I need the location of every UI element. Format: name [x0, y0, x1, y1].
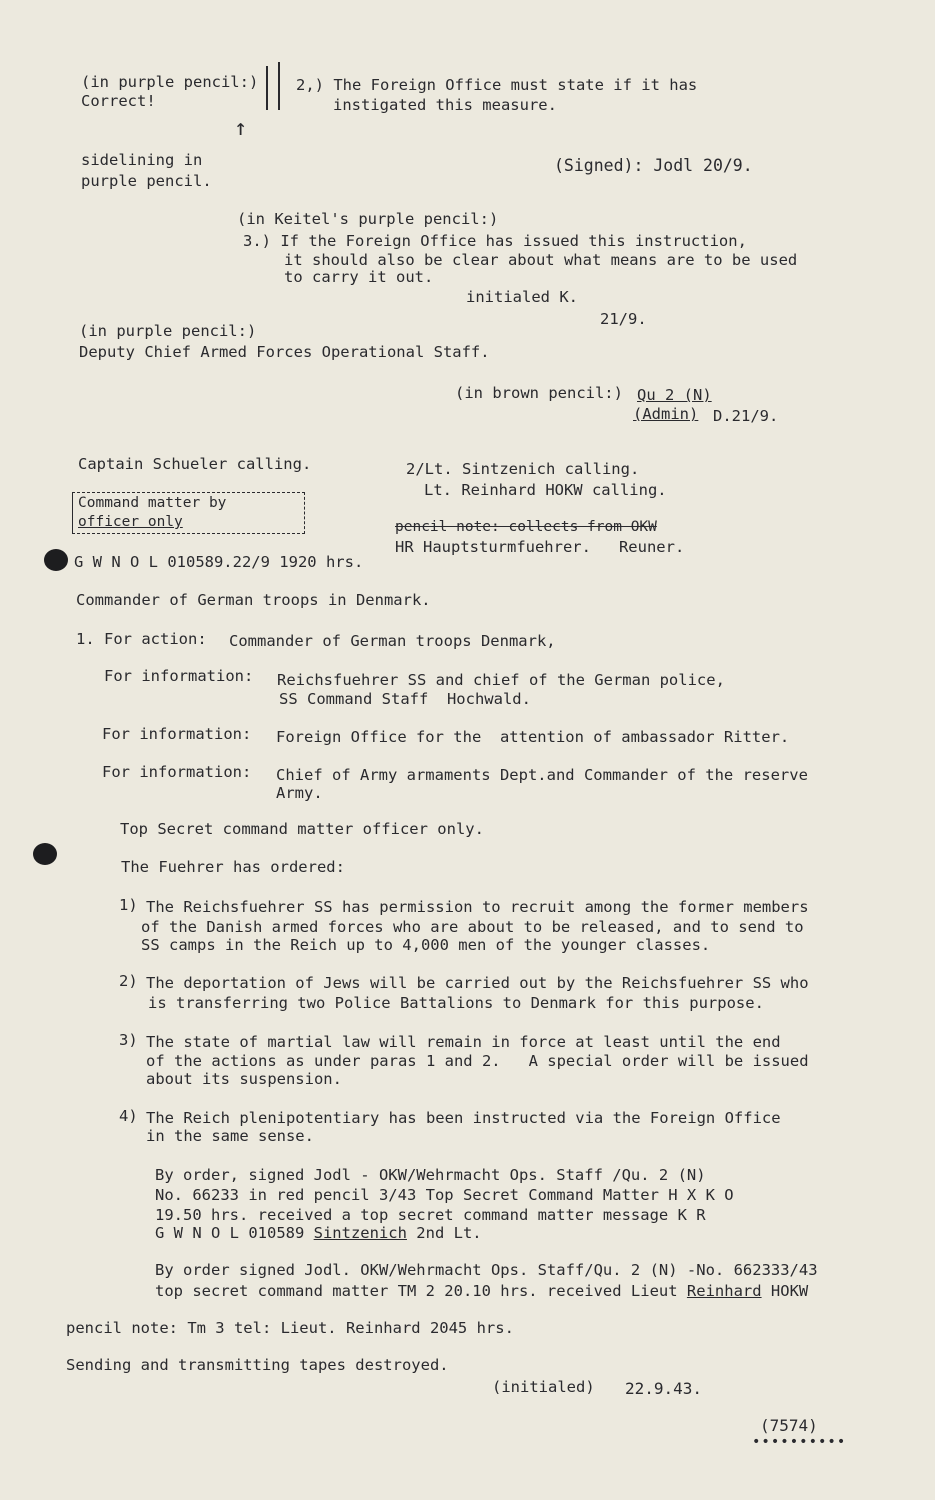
commander-denmark: Commander of German troops in Denmark.	[76, 591, 431, 609]
ink-blot-1	[44, 549, 68, 571]
signature-jodl: (Signed): Jodl 20/9.	[554, 156, 753, 175]
date-d21-9: D.21/9.	[713, 407, 779, 425]
page-number: (7574)	[760, 1416, 818, 1435]
admin-note: (Admin)	[633, 405, 699, 423]
paragraph-2-line-2: instigated this measure.	[333, 96, 557, 114]
for-action-label: 1. For action:	[76, 630, 207, 648]
paragraph-3-line-3: to carry it out.	[284, 268, 434, 286]
gwnol-ref: G W N O L 010589	[155, 1224, 314, 1242]
fuehrer-ordered: The Fuehrer has ordered:	[121, 858, 345, 876]
deputy-chief-line: Deputy Chief Armed Forces Operational Staff.	[79, 343, 490, 361]
for-action-value: Commander of German troops Denmark,	[229, 632, 556, 650]
paragraph-3-line-2: it should also be clear about what means are to be used	[284, 251, 798, 269]
correct-note: Correct!	[81, 92, 156, 110]
initialed-label: (initialed)	[492, 1378, 595, 1396]
order-1-line-1: The Reichsfuehrer SS has permission to recruit among the former members	[146, 898, 809, 916]
pencil-note-tel: pencil note: Tm 3 tel: Lieut. Reinhard 2045 hrs.	[66, 1319, 514, 1337]
order-2-line-1: The deportation of Jews will be carried out by the Reichsfuehrer SS who	[146, 974, 809, 992]
captain-calling: Captain Schueler calling.	[78, 455, 312, 473]
order-1-line-2: of the Danish armed forces who are about to be released, and to send to	[141, 918, 804, 936]
sintzenich-name: Sintzenich	[313, 1224, 407, 1242]
by-order-2-line-1: By order signed Jodl. OKW/Wehrmacht Ops. Staff/Qu. 2 (N) -No. 662333/43	[155, 1261, 818, 1279]
sideline-mark-1	[266, 66, 268, 110]
hauptsturmfuehrer-line: HR Hauptsturmfuehrer. Reuner.	[395, 538, 685, 556]
order-3-number: 3)	[119, 1031, 138, 1049]
order-2-line-2: is transferring two Police Battalions to Denmark for this purpose.	[148, 994, 764, 1012]
purple-pencil-note: (in purple pencil:)	[81, 73, 259, 91]
by-order-1-line-1: By order, signed Jodl - OKW/Wehrmacht Ops. Staff /Qu. 2 (N)	[155, 1166, 706, 1184]
information-3-line-1: Chief of Army armaments Dept.and Commander of the reserve	[276, 766, 808, 784]
brown-pencil-note: (in brown pencil:)	[455, 384, 623, 402]
page-dots-decoration: ••••••••••	[752, 1434, 847, 1450]
order-3-line-3: about its suspension.	[146, 1070, 342, 1088]
initialed-date: 22.9.43.	[625, 1379, 703, 1398]
order-4-number: 4)	[119, 1107, 138, 1125]
sidelining-note-line-1: sidelining in	[81, 151, 203, 169]
command-matter-line-1: Command matter by	[78, 495, 227, 511]
order-1-line-3: SS camps in the Reich up to 4,000 men of the younger classes.	[141, 936, 711, 954]
by-order-2-line-2	[155, 1282, 808, 1300]
order-3-line-2: of the actions as under paras 1 and 2. A special order will be issued	[146, 1052, 809, 1070]
reinhard-name: Reinhard	[686, 1282, 762, 1300]
purple-pencil-note-2: (in purple pencil:)	[79, 322, 257, 340]
keitel-note: (in Keitel's purple pencil:)	[237, 210, 499, 228]
information-1-line-2: SS Command Staff Hochwald.	[279, 690, 531, 708]
by-order-1-line-2: No. 66233 in red pencil 3/43 Top Secret Command Matter H X K O	[155, 1186, 734, 1204]
for-information-label-3: For information:	[102, 763, 252, 781]
initialed-k: initialed K.	[466, 288, 578, 306]
information-2: Foreign Office for the attention of ambassador Ritter.	[276, 728, 790, 746]
order-4-line-1: The Reich plenipotentiary has been instructed via the Foreign Office	[146, 1109, 781, 1127]
order-1-number: 1)	[119, 896, 138, 914]
by-order-1-line-4	[155, 1224, 482, 1242]
gwnol-line: G W N O L 010589.22/9 1920 hrs.	[74, 553, 364, 571]
second-lt: 2nd Lt.	[406, 1224, 482, 1242]
hokw: HOKW	[761, 1282, 809, 1300]
for-information-label-2: For information:	[102, 725, 252, 743]
ink-blot-2	[33, 843, 57, 865]
for-information-label-1: For information:	[104, 667, 254, 685]
tapes-destroyed: Sending and transmitting tapes destroyed.	[66, 1356, 449, 1374]
by-order-1-line-3: 19.50 hrs. received a top secret command matter message K R	[155, 1206, 706, 1224]
arrow-icon: ↑	[234, 116, 248, 141]
pencil-note-collects: pencil note: collects from OKW	[395, 519, 657, 535]
top-secret-line: Top Secret command matter officer only.	[120, 820, 484, 838]
paragraph-2-line-1: 2,) The Foreign Office must state if it has	[296, 76, 698, 94]
order-2-number: 2)	[119, 972, 138, 990]
received-lieut: top secret command matter TM 2 20.10 hrs. received Lieut	[155, 1282, 687, 1300]
information-3-line-2: Army.	[276, 784, 323, 802]
paragraph-3-line-1: 3.) If the Foreign Office has issued this instruction,	[243, 232, 747, 250]
order-4-line-2: in the same sense.	[146, 1127, 314, 1145]
command-matter-line-2: officer only	[78, 514, 183, 530]
sideline-mark-2	[278, 62, 280, 110]
information-1-line-1: Reichsfuehrer SS and chief of the German police,	[277, 671, 725, 689]
order-3-line-1: The state of martial law will remain in force at least until the end	[146, 1033, 781, 1051]
reinhard-calling: Lt. Reinhard HOKW calling.	[424, 481, 667, 499]
sintzenich-calling: 2/Lt. Sintzenich calling.	[406, 460, 640, 478]
qu-2-n: Qu 2 (N)	[637, 386, 712, 404]
date-21-9: 21/9.	[600, 310, 647, 328]
sidelining-note-line-2: purple pencil.	[81, 172, 212, 190]
